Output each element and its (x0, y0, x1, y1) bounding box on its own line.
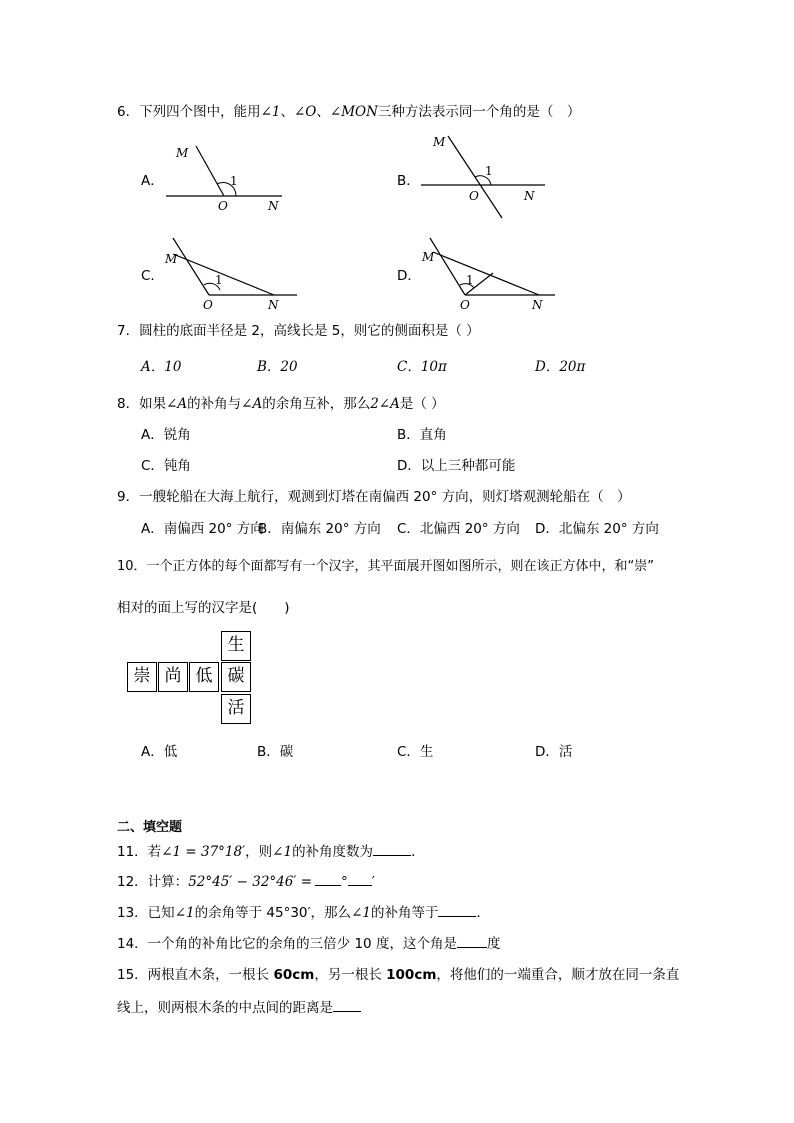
q15-part: ，另一根长 (314, 967, 387, 983)
question-13 (117, 904, 490, 922)
q6-figure-a (160, 140, 290, 215)
q11-suffix: 的补角度数为 (292, 844, 374, 860)
net-cell-3: 低 (189, 662, 219, 692)
label-m: M (176, 146, 189, 160)
q9-option-c: C．北偏西 20° 方向 (397, 521, 520, 537)
q11-prefix: 11．若 (117, 844, 162, 860)
question-15-line-2 (117, 999, 361, 1017)
question-15-line-1 (117, 966, 679, 984)
label-1: 1 (230, 174, 238, 188)
q6-figure-c (160, 232, 305, 314)
question-8 (117, 395, 445, 413)
q15-length-2: 100cm (386, 967, 437, 983)
q14-answer-blank[interactable] (457, 935, 487, 948)
q8-option-d: D．以上三种都可能 (397, 458, 516, 474)
q8-option-b: B．直角 (397, 427, 447, 443)
label-n: N (532, 298, 543, 312)
q11-angle: ∠1 (272, 844, 293, 860)
q11-angle: ∠1 = 37°18′ (161, 844, 246, 860)
label-o: O (469, 189, 479, 203)
section-heading: 二、填空题 (117, 820, 183, 835)
q12-expression: 52°45′ − 32°46′ = (188, 874, 313, 890)
q9-option-d: D．北偏东 20° 方向 (535, 521, 659, 537)
net-cell-top: 生 (221, 631, 251, 661)
label-1: 1 (485, 164, 493, 178)
q7-option-b: B．20 (257, 359, 298, 375)
q6-sep: 、 (316, 104, 330, 120)
q10-option-a: A．低 (141, 744, 178, 760)
q8-suffix: 是（ ） (399, 396, 445, 412)
q6-figure-d (415, 232, 560, 314)
label-1: 1 (466, 273, 474, 287)
q6-suffix: 三种方法表示同一个角的是（ ） (377, 104, 581, 120)
label-m: M (165, 252, 178, 266)
q8-mid: 的补角与 (187, 396, 242, 412)
q11-mid: ，则 (245, 844, 273, 860)
net-cell-4: 碳 (221, 662, 251, 692)
q13-prefix: 13．已知 (117, 905, 175, 921)
q8-mid: 的余角互补，那么 (262, 396, 371, 412)
q8-option-c: C．钝角 (141, 458, 191, 474)
label-n: N (268, 298, 279, 312)
q15-line-2-text: 线上，则两根木条的中点间的距离是 (117, 1000, 333, 1016)
q6-prefix: 6．下列四个图中，能用 (117, 104, 261, 120)
q8-angle-a: ∠A (166, 396, 188, 412)
label-m: M (433, 135, 446, 149)
q12-degree-unit: ° (341, 874, 348, 890)
q6-figure-b (415, 130, 555, 225)
q8-prefix: 8．如果 (117, 396, 167, 412)
question-14 (117, 935, 500, 953)
label-1: 1 (215, 273, 223, 287)
q8-option-a: A．锐角 (141, 427, 191, 443)
q15-part: ，将他们的一端重合，顺才放在同一条直 (436, 967, 680, 983)
q13-angle: ∠1 (174, 905, 195, 921)
net-cell-bottom: 活 (221, 694, 251, 724)
q6-sep: 、 (280, 104, 294, 120)
q12-prefix: 12．计算： (117, 874, 189, 890)
q9-option-a: A．南偏西 20° 方向 (141, 521, 264, 537)
q15-answer-blank[interactable] (333, 999, 361, 1012)
q6-option-a-label: A． (141, 173, 164, 189)
net-cell-1: 崇 (127, 662, 157, 692)
q14-end: 度 (486, 936, 501, 952)
q8-angle-2a: 2∠A (370, 396, 400, 412)
q7-option-d: D．20π (535, 359, 586, 375)
q10-option-c: C．生 (397, 744, 434, 760)
q13-end: ． (476, 905, 490, 921)
q11-answer-blank[interactable] (373, 843, 411, 856)
q12-degree-blank[interactable] (315, 873, 341, 886)
q10-option-b: B．碳 (257, 744, 294, 760)
question-10-line-1: 10．一个正方体的每个面都写有一个汉字，其平面展开图如图所示，则在该正方体中，和“崇” (117, 559, 655, 574)
cube-net (127, 631, 257, 726)
label-n: N (268, 199, 279, 213)
q6-angle-mon: ∠MON (329, 104, 378, 120)
q6-option-d-label: D． (397, 268, 421, 284)
q10-option-d: D．活 (535, 744, 573, 760)
q6-angle-1: ∠1 (260, 104, 281, 120)
q12-minute-blank[interactable] (348, 873, 372, 886)
question-10-line-2: 相对的面上写的汉字是( ) (117, 600, 290, 616)
q6-option-c-label: C． (141, 268, 164, 284)
q14-text: 14．一个角的补角比它的余角的三倍少 10 度，这个角是 (117, 936, 457, 952)
q13-answer-blank[interactable] (438, 904, 476, 917)
q11-end: ． (411, 844, 425, 860)
question-9: 9．一艘轮船在大海上航行，观测到灯塔在南偏西 20° 方向，则灯塔观测轮船在（ ） (117, 489, 631, 505)
q6-angle-o: ∠O (294, 104, 317, 120)
label-o: O (218, 199, 228, 213)
q13-angle: ∠1 (351, 905, 371, 921)
q7-option-a: A．10 (141, 359, 182, 375)
label-o: O (203, 298, 213, 312)
q7-option-c: C．10π (397, 359, 447, 375)
question-7: 7．圆柱的底面半径是 2，高线长是 5，则它的侧面积是（ ） (117, 323, 480, 339)
q13-suffix: 的补角等于 (370, 905, 439, 921)
q13-mid: 的余角等于 45°30′，那么 (194, 905, 352, 921)
q15-part: 15．两根直木条，一根长 (117, 967, 274, 983)
question-11 (117, 843, 425, 861)
q6-option-b-label: B． (397, 173, 420, 189)
q9-option-b: B．南偏东 20° 方向 (258, 521, 381, 537)
question-12 (117, 873, 375, 891)
q12-minute-unit: ′ (371, 874, 375, 890)
label-m: M (422, 250, 435, 264)
label-o: O (460, 298, 470, 312)
label-n: N (524, 189, 535, 203)
question-6 (117, 103, 580, 121)
net-cell-2: 尚 (158, 662, 188, 692)
q15-length-1: 60cm (273, 967, 315, 983)
q8-angle-a: ∠A (241, 396, 263, 412)
